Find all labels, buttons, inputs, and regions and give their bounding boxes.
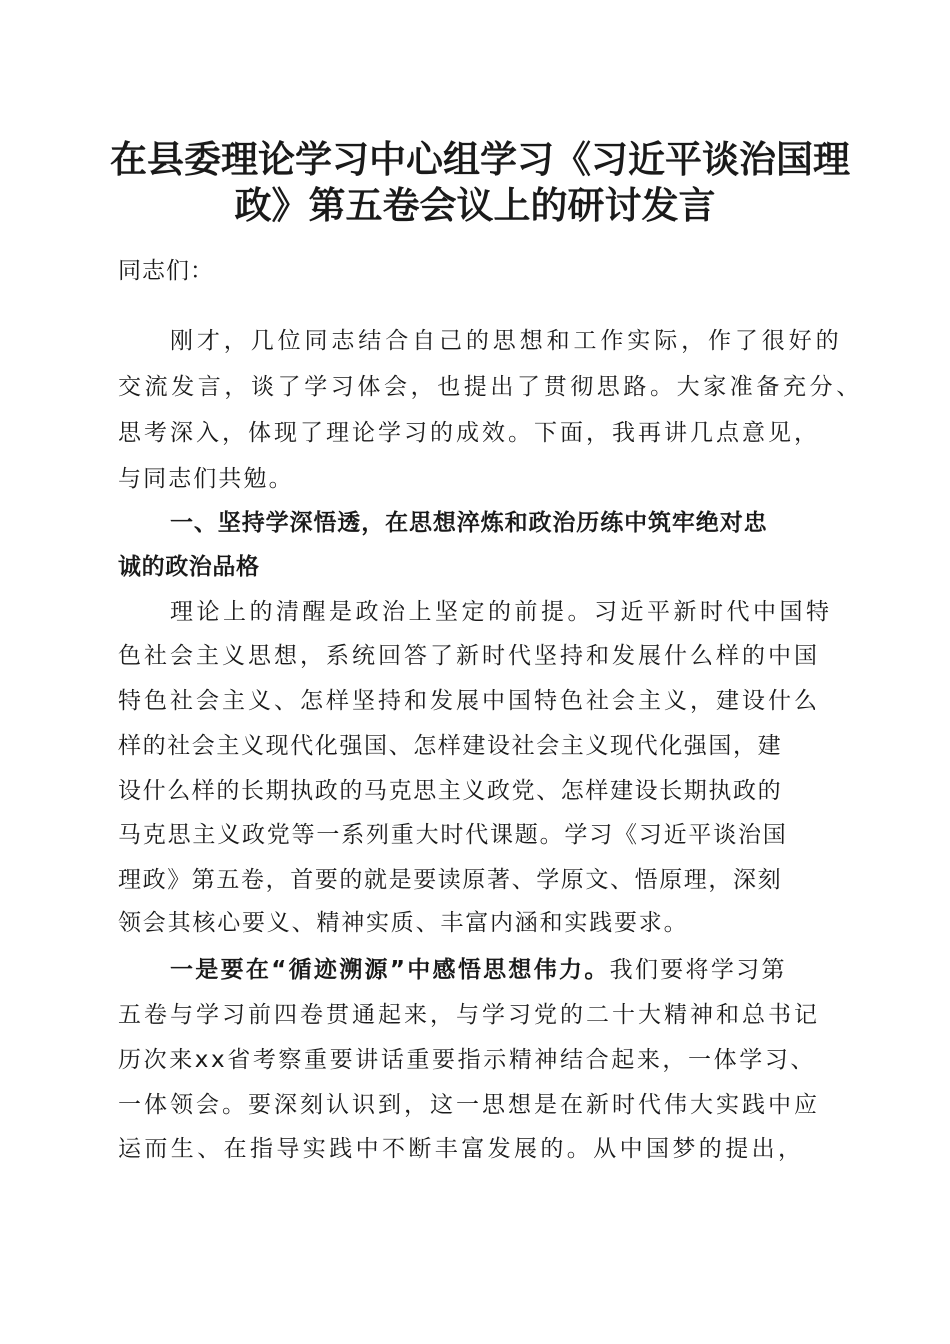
- point-1-first-line: [170, 955, 787, 985]
- point-1-body-line-5: 运而生、在指导实践中不断丰富发展的。从中国梦的提出，: [118, 1136, 805, 1162]
- point-1-lead: 一是要在“循迹溯源”中感悟思想伟力。: [170, 957, 610, 983]
- section-1-heading-line-2: 诚的政治品格: [118, 554, 260, 580]
- section-1-body-line-3: 特色社会主义、怎样坚持和发展中国特色社会主义，建设什么: [118, 688, 820, 714]
- salutation: 同志们：: [118, 258, 214, 284]
- section-1-body-line-1: 理论上的清醒是政治上坚定的前提。习近平新时代中国特: [170, 599, 833, 625]
- point-1-body-line-2: 五卷与学习前四卷贯通起来，与学习党的二十大精神和总书记: [118, 1002, 820, 1028]
- section-1-body-line-6: 马克思主义政党等一系列重大时代课题。学习《习近平谈治国: [118, 822, 788, 848]
- document-title-line-1: 在县委理论学习中心组学习《习近平谈治国理: [110, 137, 850, 181]
- point-1-first-line-rest: 我们要将学习第: [609, 957, 787, 983]
- document-title-line-2: 政》第五卷会议上的研讨发言: [234, 183, 716, 227]
- point-1-body-line-3: 历次来xx省考察重要讲话重要指示精神结合起来，一体学习、: [118, 1047, 817, 1073]
- section-1-body-line-4: 样的社会主义现代化强国、怎样建设社会主义现代化强国，建: [118, 733, 783, 759]
- intro-line-4: 与同志们共勉。: [118, 466, 294, 492]
- section-1-body-line-8: 领会其核心要义、精神实质、丰富内涵和实践要求。: [118, 910, 689, 936]
- section-1-body-line-2: 色社会主义思想，系统回答了新时代坚持和发展什么样的中国: [118, 643, 820, 669]
- section-1-heading-line-1: 一、坚持学深悟透，在思想淬炼和政治历练中筑牢绝对忠: [170, 510, 768, 536]
- point-1-body-line-4: 一体领会。要深刻认识到，这一思想是在新时代伟大实践中应: [118, 1092, 820, 1118]
- intro-line-1: 刚才，几位同志结合自己的思想和工作实际，作了很好的: [170, 328, 843, 354]
- intro-line-2: 交流发言，谈了学习体会，也提出了贯彻思路。大家准备充分、: [118, 374, 863, 400]
- section-1-body-line-5: 设什么样的长期执政的马克思主义政党、怎样建设长期执政的: [118, 778, 783, 804]
- section-1-body-line-7: 理政》第五卷，首要的就是要读原著、学原文、悟原理，深刻: [118, 867, 783, 893]
- intro-line-3: 思考深入，体现了理论学习的成效。下面，我再讲几点意见，: [118, 420, 820, 446]
